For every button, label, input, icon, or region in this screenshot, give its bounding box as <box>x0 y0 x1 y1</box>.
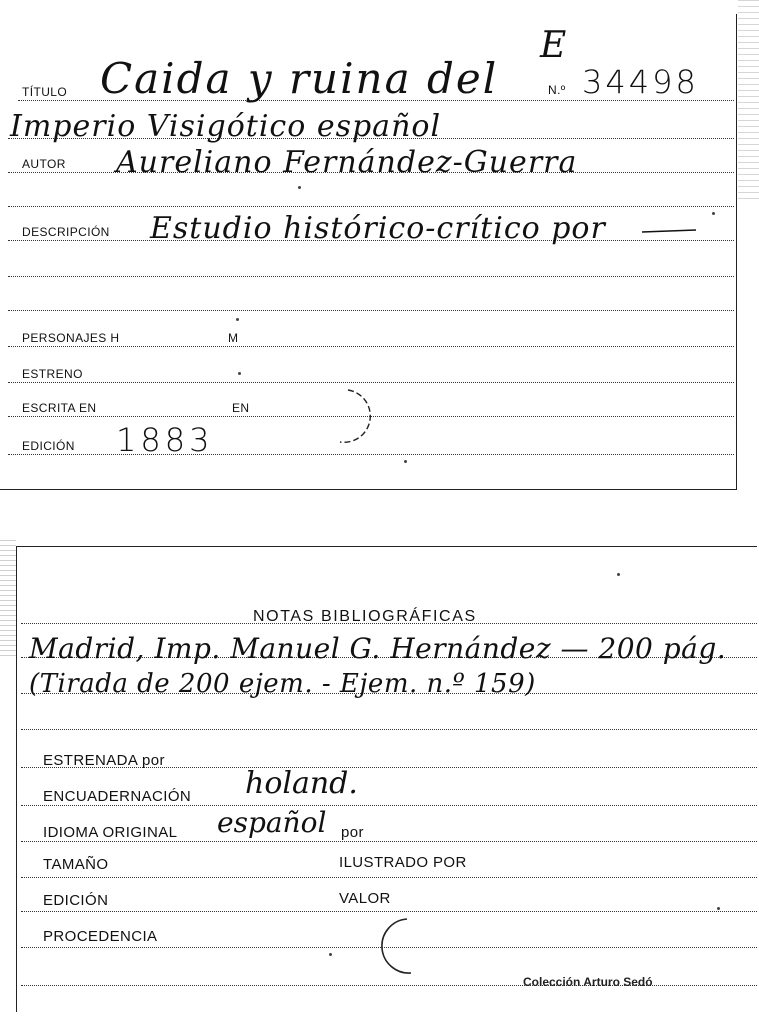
estreno-label: ESTRENO <box>22 367 83 381</box>
edicion-label: EDICIÓN <box>43 892 109 909</box>
rule-line <box>21 729 757 730</box>
letter-e-handwritten: E <box>540 25 567 66</box>
valor-label: VALOR <box>339 890 391 907</box>
encuadernacion-label: ENCUADERNACIÓN <box>43 788 192 805</box>
ink-speck <box>712 212 715 215</box>
rule-line <box>21 805 757 806</box>
escrita-en-label: ESCRITA EN <box>22 401 97 415</box>
personajes-h-label: PERSONAJES H <box>22 331 120 345</box>
ilustrado-por-label: ILUSTRADO POR <box>339 854 467 871</box>
rule-line <box>8 346 734 347</box>
punch-hole-mark <box>318 384 388 450</box>
catalog-card-bottom <box>16 546 757 1012</box>
scan-edge-noise <box>738 0 759 200</box>
edicion-value: 1883 <box>116 421 214 459</box>
autor-label: AUTOR <box>22 157 66 171</box>
encuadernacion-value: holand. <box>245 766 358 801</box>
personajes-m-label: M <box>228 331 239 345</box>
por-label: por <box>341 824 364 841</box>
rule-line <box>21 877 757 878</box>
notas-bibliograficas-heading: NOTAS BIBLIOGRÁFICAS <box>253 608 477 625</box>
rule-line <box>8 276 734 277</box>
ink-speck <box>329 953 332 956</box>
rule-line <box>8 382 734 383</box>
descripcion-value: Estudio histórico-crítico por <box>150 211 606 246</box>
punch-hole-mark <box>367 913 437 979</box>
ink-speck <box>717 907 720 910</box>
titulo-value-line2: Imperio Visigótico español <box>10 109 442 144</box>
idioma-original-label: IDIOMA ORIGINAL <box>43 824 178 841</box>
en-label: EN <box>232 401 250 415</box>
collection-stamp: Colección Arturo Sedó <box>523 975 653 989</box>
rule-line <box>21 911 757 912</box>
rule-line <box>21 841 757 842</box>
idioma-original-value: español <box>217 806 327 839</box>
tamano-label: TAMAÑO <box>43 856 109 873</box>
titulo-label: TÍTULO <box>22 85 68 99</box>
notas-line1: Madrid, Imp. Manuel G. Hernández — 200 pág. <box>29 632 727 665</box>
estrenada-por-label: ESTRENADA por <box>43 752 165 769</box>
descripcion-label: DESCRIPCIÓN <box>22 225 110 239</box>
edicion-label: EDICIÓN <box>22 439 75 453</box>
procedencia-label: PROCEDENCIA <box>43 928 158 945</box>
ink-speck <box>298 186 301 189</box>
rule-line <box>8 310 734 311</box>
rule-line <box>8 206 734 207</box>
ink-speck <box>236 318 239 321</box>
titulo-value-line1: Caida y ruina del <box>100 54 499 103</box>
ink-speck <box>617 573 620 576</box>
numero-value: 34498 <box>582 63 699 101</box>
scan-edge-noise <box>0 540 16 660</box>
notas-line2: (Tirada de 200 ejem. - Ejem. n.º 159) <box>29 669 536 699</box>
ink-speck <box>238 372 241 375</box>
ink-speck <box>404 460 407 463</box>
dash-stroke <box>640 226 700 238</box>
catalog-card-top <box>0 14 737 490</box>
numero-label: N.º <box>548 83 566 97</box>
autor-value: Aureliano Fernández-Guerra <box>116 145 578 180</box>
